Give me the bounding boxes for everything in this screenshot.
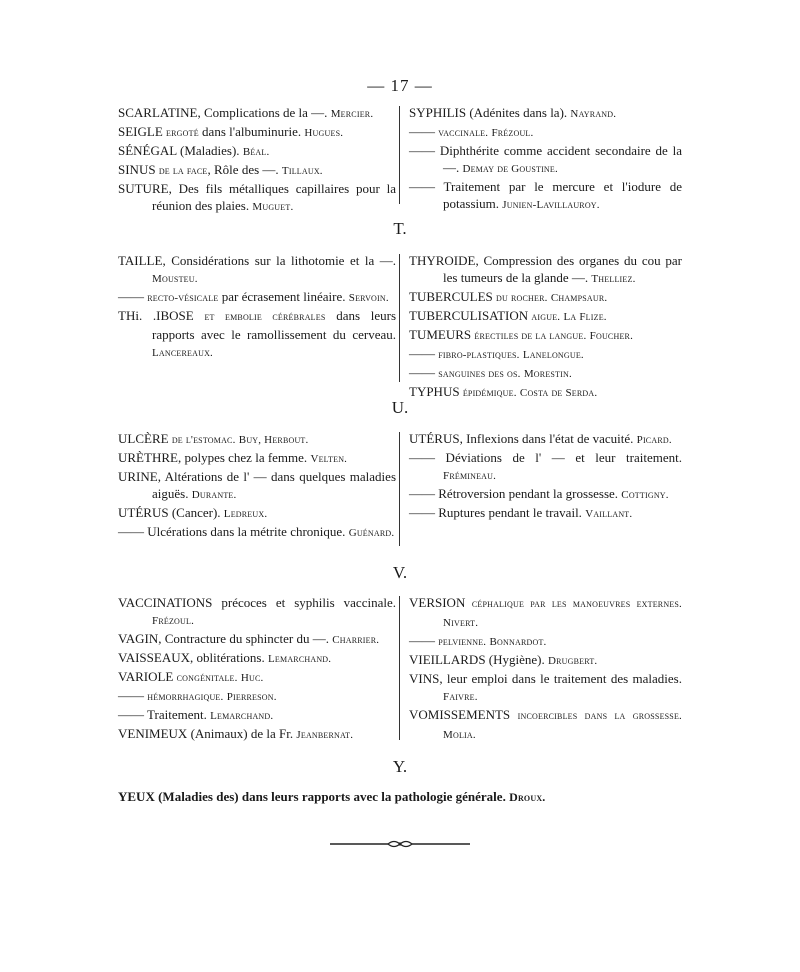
entry-author: Costa de Serda. — [519, 387, 598, 399]
section-letter-v: V. — [392, 563, 408, 582]
section-s-right-column — [409, 104, 682, 214]
entry-text: , oblitérations. — [190, 650, 265, 665]
entry-dash: —— — [118, 289, 144, 304]
section-letter-y: Y. — [392, 757, 408, 776]
index-entry — [118, 307, 396, 362]
entry-dash: —— — [409, 505, 435, 520]
entry-author: Servoin. — [348, 292, 389, 304]
entry-text: (Maladies). — [176, 143, 240, 158]
entry-subterm: ergoté — [166, 127, 199, 139]
entry-dash: —— — [409, 365, 435, 380]
index-entry — [409, 178, 682, 214]
entry-author: Lemarchand. — [268, 653, 332, 665]
entry-author: Vaillant. — [585, 508, 633, 520]
entry-text: , Altérations de l' — dans quelques maladies aiguës. — [152, 469, 396, 501]
entry-author: Mousteu. — [152, 273, 198, 285]
entry-author: Lanelongue. — [522, 349, 584, 361]
index-entry — [409, 364, 682, 383]
entry-text: Ruptures pendant le travail. — [435, 505, 582, 520]
index-entry — [118, 161, 396, 180]
entry-author: Droux. — [509, 790, 546, 804]
index-entry — [409, 670, 682, 706]
entry-author: La Flize. — [563, 311, 607, 323]
entry-text: (Maladies des) dans leurs rapports avec la pathologie générale. — [154, 789, 506, 804]
entry-dash: —— — [409, 143, 435, 158]
entry-text: , Rôle des —. — [207, 162, 279, 177]
column-divider — [399, 596, 400, 740]
entry-head: TUBERCULISATION — [409, 308, 529, 323]
index-entry — [409, 706, 682, 744]
entry-text: , polypes chez la femme. — [177, 450, 308, 465]
entry-text: , Compression des organes du cou par les tumeurs de la glande —. — [443, 253, 682, 285]
section-letter-t: T. — [393, 219, 407, 238]
entry-dash: —— — [409, 486, 435, 501]
entry-text: (Hygiène). — [485, 652, 545, 667]
entry-text: Traitement. — [144, 707, 207, 722]
entry-author: Huc. — [240, 672, 264, 684]
entry-head: VINS — [409, 671, 440, 686]
entry-author: Pierreson. — [226, 691, 277, 703]
index-entry — [409, 288, 682, 307]
column-divider — [399, 254, 400, 382]
entry-subterm: hémorrhagique. — [147, 691, 224, 703]
index-entry — [118, 594, 396, 630]
entry-head: UTÉRUS — [118, 505, 169, 520]
entry-head: SCARLATINE — [118, 105, 198, 120]
index-entry — [409, 326, 682, 345]
index-entry — [118, 523, 396, 542]
entry-subterm: recto-vésicale — [147, 292, 219, 304]
section-u-right-column — [409, 430, 682, 523]
entry-subterm: aigue. — [531, 311, 561, 323]
index-entry — [118, 668, 396, 687]
entry-author: Frézoul. — [491, 127, 534, 139]
entry-author: Lemarchand. — [210, 710, 274, 722]
entry-dash: —— — [118, 688, 144, 703]
entry-head: VACCINATIONS — [118, 595, 213, 610]
entry-head: VAISSEAUX — [118, 650, 190, 665]
entry-author: Ledreux. — [223, 508, 268, 520]
entry-head: VERSION — [409, 595, 466, 610]
entry-head: VIEILLARDS — [409, 652, 486, 667]
entry-text: Diphthérite comme accident secondaire de la —. — [435, 143, 682, 175]
index-entry — [118, 430, 396, 449]
section-v-right-column — [409, 594, 682, 744]
index-entry — [409, 449, 682, 485]
index-entry — [118, 725, 396, 744]
index-entry — [409, 345, 682, 364]
entry-head: TYPHUS — [409, 384, 460, 399]
entry-head: TUMEURS — [409, 327, 472, 342]
entry-head: SINUS — [118, 162, 156, 177]
index-entry — [118, 687, 396, 706]
entry-author: Cottigny. — [621, 489, 669, 501]
entry-head: YEUX — [118, 789, 155, 804]
index-entry — [409, 252, 682, 288]
entry-subterm: fibro-plastiques. — [438, 349, 520, 361]
index-entry — [118, 104, 396, 123]
entry-head: SYPHILIS — [409, 105, 467, 120]
entry-subterm: céphalique par les manoeuvres externes. — [471, 598, 683, 610]
entry-head: TUBERCULES — [409, 289, 493, 304]
column-divider — [399, 106, 400, 204]
entry-author: Champsaur. — [550, 292, 608, 304]
entry-author: Bonnardot. — [489, 636, 547, 648]
entry-head: THi. .IBOSE — [118, 308, 194, 323]
entry-author: Tillaux. — [281, 165, 323, 177]
entry-author: Frézoul. — [152, 615, 195, 627]
entry-subterm: du rocher. — [496, 292, 548, 304]
index-entry — [409, 430, 682, 449]
entry-author: Nivert. — [443, 617, 479, 629]
entry-subterm: sanguines des os. — [438, 368, 521, 380]
index-entry — [118, 630, 396, 649]
entry-author: Velten. — [310, 453, 348, 465]
entry-author: Morestin. — [523, 368, 572, 380]
entry-author: Durante. — [191, 489, 237, 501]
entry-dash: —— — [118, 707, 144, 722]
index-entry — [409, 651, 682, 670]
entry-head: VOMISSEMENTS — [409, 707, 511, 722]
entry-subterm: érectiles de la langue. — [474, 330, 587, 342]
entry-subterm: vaccinale. — [438, 127, 489, 139]
entry-head: TAILLE — [118, 253, 163, 268]
entry-head: SÉNÉGAL — [118, 143, 177, 158]
index-entry — [409, 123, 682, 142]
entry-dash: —— — [409, 346, 435, 361]
index-entry — [409, 594, 682, 632]
entry-author: Béal. — [242, 146, 270, 158]
entry-text: précoces et syphilis vaccinale. — [212, 595, 396, 610]
entry-text: , Complications de la —. — [197, 105, 328, 120]
section-s-left-column — [118, 104, 396, 216]
entry-head: SUTURE — [118, 181, 169, 196]
index-entry — [118, 706, 396, 725]
entry-head: URINE — [118, 469, 158, 484]
entry-author: Faivre. — [443, 691, 478, 703]
entry-author: Drugbert. — [548, 655, 598, 667]
entry-text: (Adénites dans la). — [466, 105, 568, 120]
entry-subterm: de la face — [158, 165, 208, 177]
section-y-entry — [118, 789, 682, 805]
entry-text: , Des fils métalliques capillaires pour la réunion des plaies. — [152, 181, 396, 213]
section-t-left-column — [118, 252, 396, 362]
index-entry — [118, 468, 396, 504]
index-entry — [409, 104, 682, 123]
entry-head: UTÉRUS — [409, 431, 460, 446]
section-t-right-column — [409, 252, 682, 402]
entry-author: Molia. — [443, 729, 476, 741]
entry-author: Frémineau. — [443, 470, 497, 482]
index-entry — [118, 288, 396, 307]
index-entry — [409, 504, 682, 523]
entry-head: URÈTHRE — [118, 450, 178, 465]
entry-text: , leur emploi dans le traitement des maladies. — [439, 671, 682, 686]
entry-subterm: de l'estomac. — [171, 434, 236, 446]
entry-text: Déviations de l' — et leur traitement. — [435, 450, 682, 465]
entry-head: VENIMEUX — [118, 726, 188, 741]
entry-head: VAGIN — [118, 631, 159, 646]
column-divider — [399, 432, 400, 546]
section-u-left-column — [118, 430, 396, 542]
entry-head: THYROIDE — [409, 253, 476, 268]
index-entry — [409, 142, 682, 178]
index-entry — [118, 252, 396, 288]
entry-subterm: pelvienne. — [438, 636, 487, 648]
entry-author: Hugues. — [304, 127, 344, 139]
entry-author: Junien-Lavillauroy. — [502, 199, 600, 211]
index-entry — [118, 504, 396, 523]
page-number: — 17 — — [367, 76, 433, 95]
entry-dash: —— — [409, 633, 435, 648]
entry-text: (Animaux) de la Fr. — [187, 726, 294, 741]
entry-subterm: épidémique. — [462, 387, 517, 399]
section-letter-u: U. — [391, 398, 409, 417]
entry-subterm: congénitale. — [176, 672, 238, 684]
entry-head: SEIGLE — [118, 124, 163, 139]
entry-author: Lancereaux. — [152, 347, 214, 359]
index-entry — [118, 180, 396, 216]
index-entry — [118, 142, 396, 161]
entry-text: dans leurs rapports avec le ramollissement du cerveau. — [152, 308, 397, 342]
entry-author: Muguet. — [252, 201, 294, 213]
entry-author: Demay de Goustine. — [462, 163, 558, 175]
entry-subterm: et embolie cérébrales — [204, 311, 326, 323]
entry-text: Ulcérations dans la métrite chronique. — [144, 524, 346, 539]
entry-head: VARIOLE — [118, 669, 174, 684]
entry-text: par écrasement linéaire. — [218, 289, 346, 304]
entry-author: Jeanbernat. — [296, 729, 354, 741]
entry-text: , Considérations sur la lithotomie et la —. — [162, 253, 396, 268]
entry-author: Guénard. — [348, 527, 395, 539]
index-entry — [409, 307, 682, 326]
entry-text: (Cancer). — [168, 505, 221, 520]
entry-head: ULCÈRE — [118, 431, 169, 446]
index-entry — [118, 449, 396, 468]
entry-text: Rétroversion pendant la grossesse. — [435, 486, 619, 501]
entry-author: Foucher. — [589, 330, 634, 342]
entry-author: Thelliez. — [591, 273, 636, 285]
entry-dash: —— — [409, 450, 435, 465]
index-entry — [409, 632, 682, 651]
entry-text: , Inflexions dans l'état de vacuité. — [459, 431, 634, 446]
entry-text: dans l'albuminurie. — [198, 124, 302, 139]
entry-author: Buy, Herbout. — [238, 434, 309, 446]
entry-author: Nayrand. — [570, 108, 617, 120]
entry-dash: —— — [409, 179, 435, 194]
ornament-divider — [330, 838, 470, 850]
index-entry — [118, 649, 396, 668]
entry-author: Charrier. — [332, 634, 380, 646]
entry-text: Traitement par le mercure et l'iodure de potassium. — [435, 179, 682, 211]
section-v-left-column — [118, 594, 396, 744]
entry-subterm: incoercibles dans la grossesse. — [517, 710, 682, 722]
entry-dash: —— — [118, 524, 144, 539]
index-entry — [118, 123, 396, 142]
index-entry — [409, 485, 682, 504]
entry-author: Mercier. — [330, 108, 374, 120]
entry-author: Picard. — [636, 434, 672, 446]
entry-dash: —— — [409, 124, 435, 139]
entry-text: , Contracture du sphincter du —. — [158, 631, 329, 646]
